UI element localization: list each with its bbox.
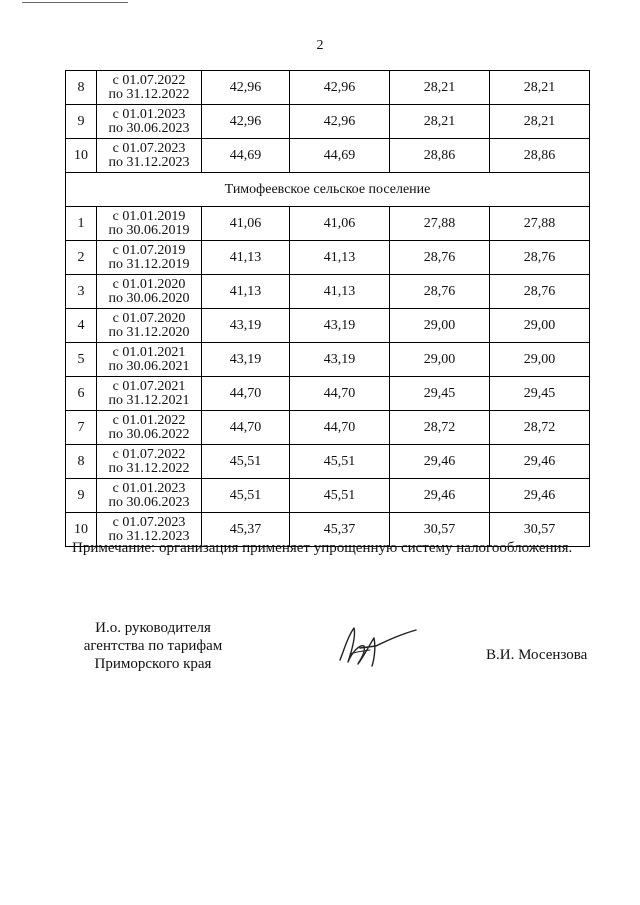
value-cell: 29,00 [390,343,490,377]
period-from: с 01.01.2019 [112,208,186,224]
value-cell: 44,69 [290,139,390,173]
period-cell [97,445,202,479]
period-cell [97,241,202,275]
value-cell: 29,46 [490,445,590,479]
table-section-header [66,173,590,207]
value-cell: 28,76 [490,275,590,309]
table-row [66,445,590,479]
table-row [66,207,590,241]
period-to: по 31.12.2023 [108,528,190,544]
row-number: 9 [66,105,97,139]
table-row [66,411,590,445]
period-from: с 01.01.2022 [112,412,186,428]
period-cell [97,105,202,139]
period-from: с 01.07.2019 [112,242,186,258]
value-cell: 41,13 [290,275,390,309]
period-cell [97,309,202,343]
period-to: по 30.06.2023 [108,120,190,136]
period-cell [97,411,202,445]
table-row [66,343,590,377]
table-row [66,139,590,173]
value-cell: 41,06 [290,207,390,241]
row-number: 7 [66,411,97,445]
value-cell: 29,45 [490,377,590,411]
value-cell: 28,72 [390,411,490,445]
period-from: с 01.07.2023 [112,514,186,530]
row-number: 10 [66,513,97,547]
value-cell: 28,86 [490,139,590,173]
row-number: 10 [66,139,97,173]
period-from: с 01.01.2020 [112,276,186,292]
row-number: 8 [66,71,97,105]
period-from: с 01.07.2023 [112,140,186,156]
value-cell: 27,88 [490,207,590,241]
signer-title-line-3: Приморского края [94,656,212,672]
period-from: с 01.01.2023 [112,480,186,496]
period-cell [97,275,202,309]
value-cell: 44,70 [202,377,290,411]
tariff-table [65,70,590,547]
row-number: 3 [66,275,97,309]
period-from: с 01.07.2022 [112,72,186,88]
value-cell: 45,37 [202,513,290,547]
period-from: с 01.01.2023 [112,106,186,122]
value-cell: 41,13 [202,275,290,309]
table-row [66,377,590,411]
period-cell [97,343,202,377]
value-cell: 45,51 [202,445,290,479]
value-cell: 42,96 [290,71,390,105]
table-row [66,241,590,275]
value-cell: 29,46 [390,445,490,479]
value-cell: 29,46 [490,479,590,513]
signer-title-line-1: И.о. руководителя [95,620,211,636]
value-cell: 28,21 [390,71,490,105]
signee-name: В.И. Мосензова [486,647,588,663]
period-to: по 31.12.2021 [108,392,190,408]
value-cell: 45,51 [202,479,290,513]
row-number: 4 [66,309,97,343]
row-number: 6 [66,377,97,411]
table-row [66,275,590,309]
period-from: с 01.07.2020 [112,310,186,326]
value-cell: 43,19 [202,309,290,343]
table-row [66,479,590,513]
value-cell: 44,70 [290,377,390,411]
value-cell: 43,19 [290,343,390,377]
value-cell: 41,13 [290,241,390,275]
period-to: по 31.12.2020 [108,324,190,340]
page-number: 2 [316,38,324,53]
row-number: 9 [66,479,97,513]
period-cell [97,139,202,173]
row-number: 1 [66,207,97,241]
value-cell: 27,88 [390,207,490,241]
value-cell: 28,72 [490,411,590,445]
period-to: по 31.12.2023 [108,154,190,170]
period-to: по 30.06.2023 [108,494,190,510]
value-cell: 28,76 [390,275,490,309]
value-cell: 28,21 [390,105,490,139]
period-to: по 30.06.2020 [108,290,190,306]
period-from: с 01.07.2022 [112,446,186,462]
section-title: Тимофеевское сельское поселение [66,173,590,207]
period-to: по 31.12.2022 [108,86,190,102]
period-to: по 30.06.2021 [108,358,190,374]
value-cell: 29,00 [490,343,590,377]
period-to: по 31.12.2022 [108,460,190,476]
value-cell: 30,57 [390,513,490,547]
value-cell: 43,19 [290,309,390,343]
table-section-rows [66,207,590,547]
top-edge-mark [22,2,128,3]
signer-title-line-2: агентства по тарифам [83,638,223,654]
value-cell: 41,13 [202,241,290,275]
period-to: по 31.12.2019 [108,256,190,272]
period-to: по 30.06.2019 [108,222,190,238]
value-cell: 45,51 [290,479,390,513]
value-cell: 42,96 [202,71,290,105]
value-cell: 29,46 [390,479,490,513]
value-cell: 29,00 [490,309,590,343]
value-cell: 44,70 [290,411,390,445]
table-row [66,71,590,105]
value-cell: 28,76 [390,241,490,275]
value-cell: 42,96 [290,105,390,139]
row-number: 5 [66,343,97,377]
value-cell: 43,19 [202,343,290,377]
value-cell: 28,86 [390,139,490,173]
table-row [66,105,590,139]
value-cell: 29,00 [390,309,490,343]
value-cell: 30,57 [490,513,590,547]
value-cell: 44,70 [202,411,290,445]
note-text: Примечание: организация применяет упрощенную систему налогообложения. [72,540,573,556]
table-row [66,309,590,343]
period-to: по 30.06.2022 [108,426,190,442]
table-upper-rows [66,71,590,173]
value-cell: 44,69 [202,139,290,173]
value-cell: 41,06 [202,207,290,241]
period-cell [97,479,202,513]
period-cell [97,377,202,411]
row-number: 8 [66,445,97,479]
handwritten-signature [330,620,420,670]
value-cell: 29,45 [390,377,490,411]
value-cell: 28,21 [490,105,590,139]
period-from: с 01.07.2021 [112,378,186,394]
value-cell: 45,51 [290,445,390,479]
row-number: 2 [66,241,97,275]
value-cell: 42,96 [202,105,290,139]
period-from: с 01.01.2021 [112,344,186,360]
signer-title [78,619,228,673]
value-cell: 45,37 [290,513,390,547]
value-cell: 28,21 [490,71,590,105]
period-cell [97,207,202,241]
value-cell: 28,76 [490,241,590,275]
period-cell [97,71,202,105]
